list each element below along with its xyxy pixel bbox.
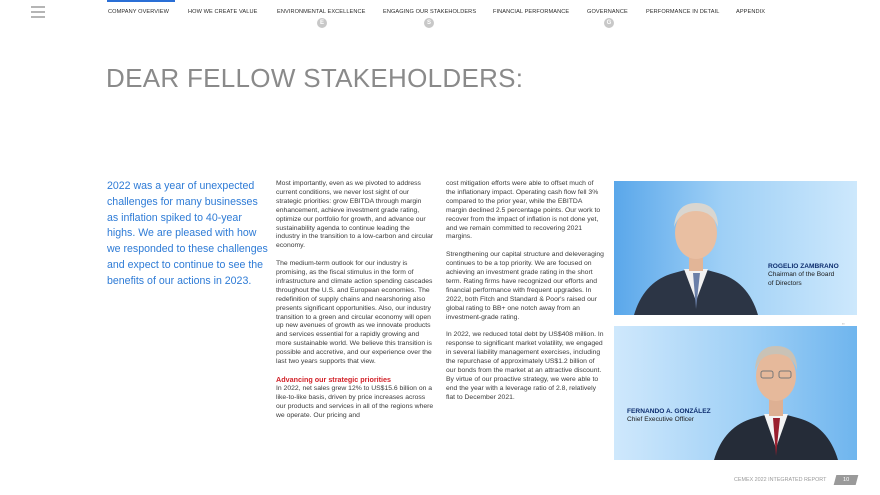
ceo-photo [614, 326, 857, 460]
page-number-value: 10 [842, 477, 850, 483]
page-number [834, 475, 859, 485]
social-badge-icon: S [424, 18, 434, 28]
photo-credit-mark: ▪▪ [842, 321, 845, 326]
intro-quote: 2022 was a year of unexpected challenges for many businesses as inflation spiked to 40-year highs. We are pleased with how we responded to these challenges and expect to continue to see the benefits of our actions in 2023. [107, 180, 268, 287]
chairman-role: of Directors [768, 279, 802, 287]
paragraph: The medium-term outlook for our industry is promising, as the fiscal stimulus in the form of infrastructure and climate action spending cascades throughout the U.S. and European economies. The redefinition of supply chains and nearshoring also presents significant opportunities. Also, our industry transition to a green and circular economy will open up new avenues of growth as we innovate products and services essential for a rapidly growing and more sustainable world. We believe this transition is possible and accretive, and our experience over the last two years supports that view. [276, 260, 433, 366]
nav-appendix[interactable]: APPENDIX [736, 9, 766, 15]
paragraph: In 2022, we reduced total debt by US$408 million. In response to significant market volatility, we engaged in several liability management exercises, including the repurchase of approximately US$1.2 billion of our bonds from the market at an attractive discount. By virtue of our proactive strategy, we were able to end the year with a leverage ratio of 2.8, relatively flat to December 2021. [446, 331, 604, 401]
nav-financial-performance[interactable]: FINANCIAL PERFORMANCE [493, 9, 570, 15]
paragraph: Strengthening our capital structure and deleveraging continues to be a top priority. We are focused on achieving an investment grade rating in the short term. Rating firms have recognized our efforts and financial performance with frequent upgrades. In 2022, both Fitch and Standard & Poor's raised our global rating to BB+ one notch away from an investment-grade rating. [446, 251, 604, 321]
environmental-badge-icon: E [317, 18, 327, 28]
top-navigation [0, 0, 880, 30]
ceo-name: FERNANDO A. GONZÁLEZ [627, 408, 711, 415]
nav-performance-in-detail[interactable]: PERFORMANCE IN DETAIL [646, 9, 720, 15]
nav-engaging-stakeholders[interactable]: ENGAGING OUR STAKEHOLDERS [383, 9, 477, 15]
chairman-name: ROGELIO ZAMBRANO [768, 263, 839, 270]
chairman-portrait-illustration [614, 181, 857, 315]
report-footer: CEMEX 2022 INTEGRATED REPORT [734, 477, 827, 483]
nav-active-indicator [107, 0, 175, 2]
ceo-portrait-illustration [614, 326, 857, 460]
section-subheading: Advancing our strategic priorities [276, 374, 392, 384]
nav-environmental-excellence[interactable]: ENVIRONMENTAL EXCELLENCE [277, 9, 366, 15]
paragraph: cost mitigation efforts were able to offset much of the inflationary impact. Operating cash flow fell 3% compared to the prior year, while the EBITDA margin declined 2.5 percentage points. Our work to recover from the impact of inflation is not done yet, and we remain committed to recovering 2021 margins. [446, 180, 601, 241]
paragraph: In 2022, net sales grew 12% to US$15.6 billion on a like-to-like basis, driven by price increases across our products and services in all of the regions where we operate. Our pricing and [276, 384, 434, 419]
ceo-role: Chief Executive Officer [627, 416, 694, 424]
chairman-photo [614, 181, 857, 315]
nav-how-we-create-value[interactable]: HOW WE CREATE VALUE [188, 9, 258, 15]
chairman-role: Chairman of the Board [768, 271, 835, 279]
body-column-1 [276, 180, 434, 429]
chairman-caption [768, 263, 858, 288]
page-title: DEAR FELLOW STAKEHOLDERS: [106, 63, 524, 93]
nav-company-overview[interactable]: COMPANY OVERVIEW [108, 9, 169, 15]
body-column-2 [446, 180, 604, 412]
ceo-caption [627, 408, 727, 425]
governance-badge-icon: G [604, 18, 614, 28]
nav-governance[interactable]: GOVERNANCE [587, 9, 628, 15]
paragraph: Most importantly, even as we pivoted to address current conditions, we never lost sight of our strategic priorities: grow EBITDA through margin enhancement, achieve investment grade rating, optimize our portfolio for growth, and advance our sustainability agenda to continue leading the industry in the transition to a low-carbon and circular economy. [276, 180, 434, 250]
